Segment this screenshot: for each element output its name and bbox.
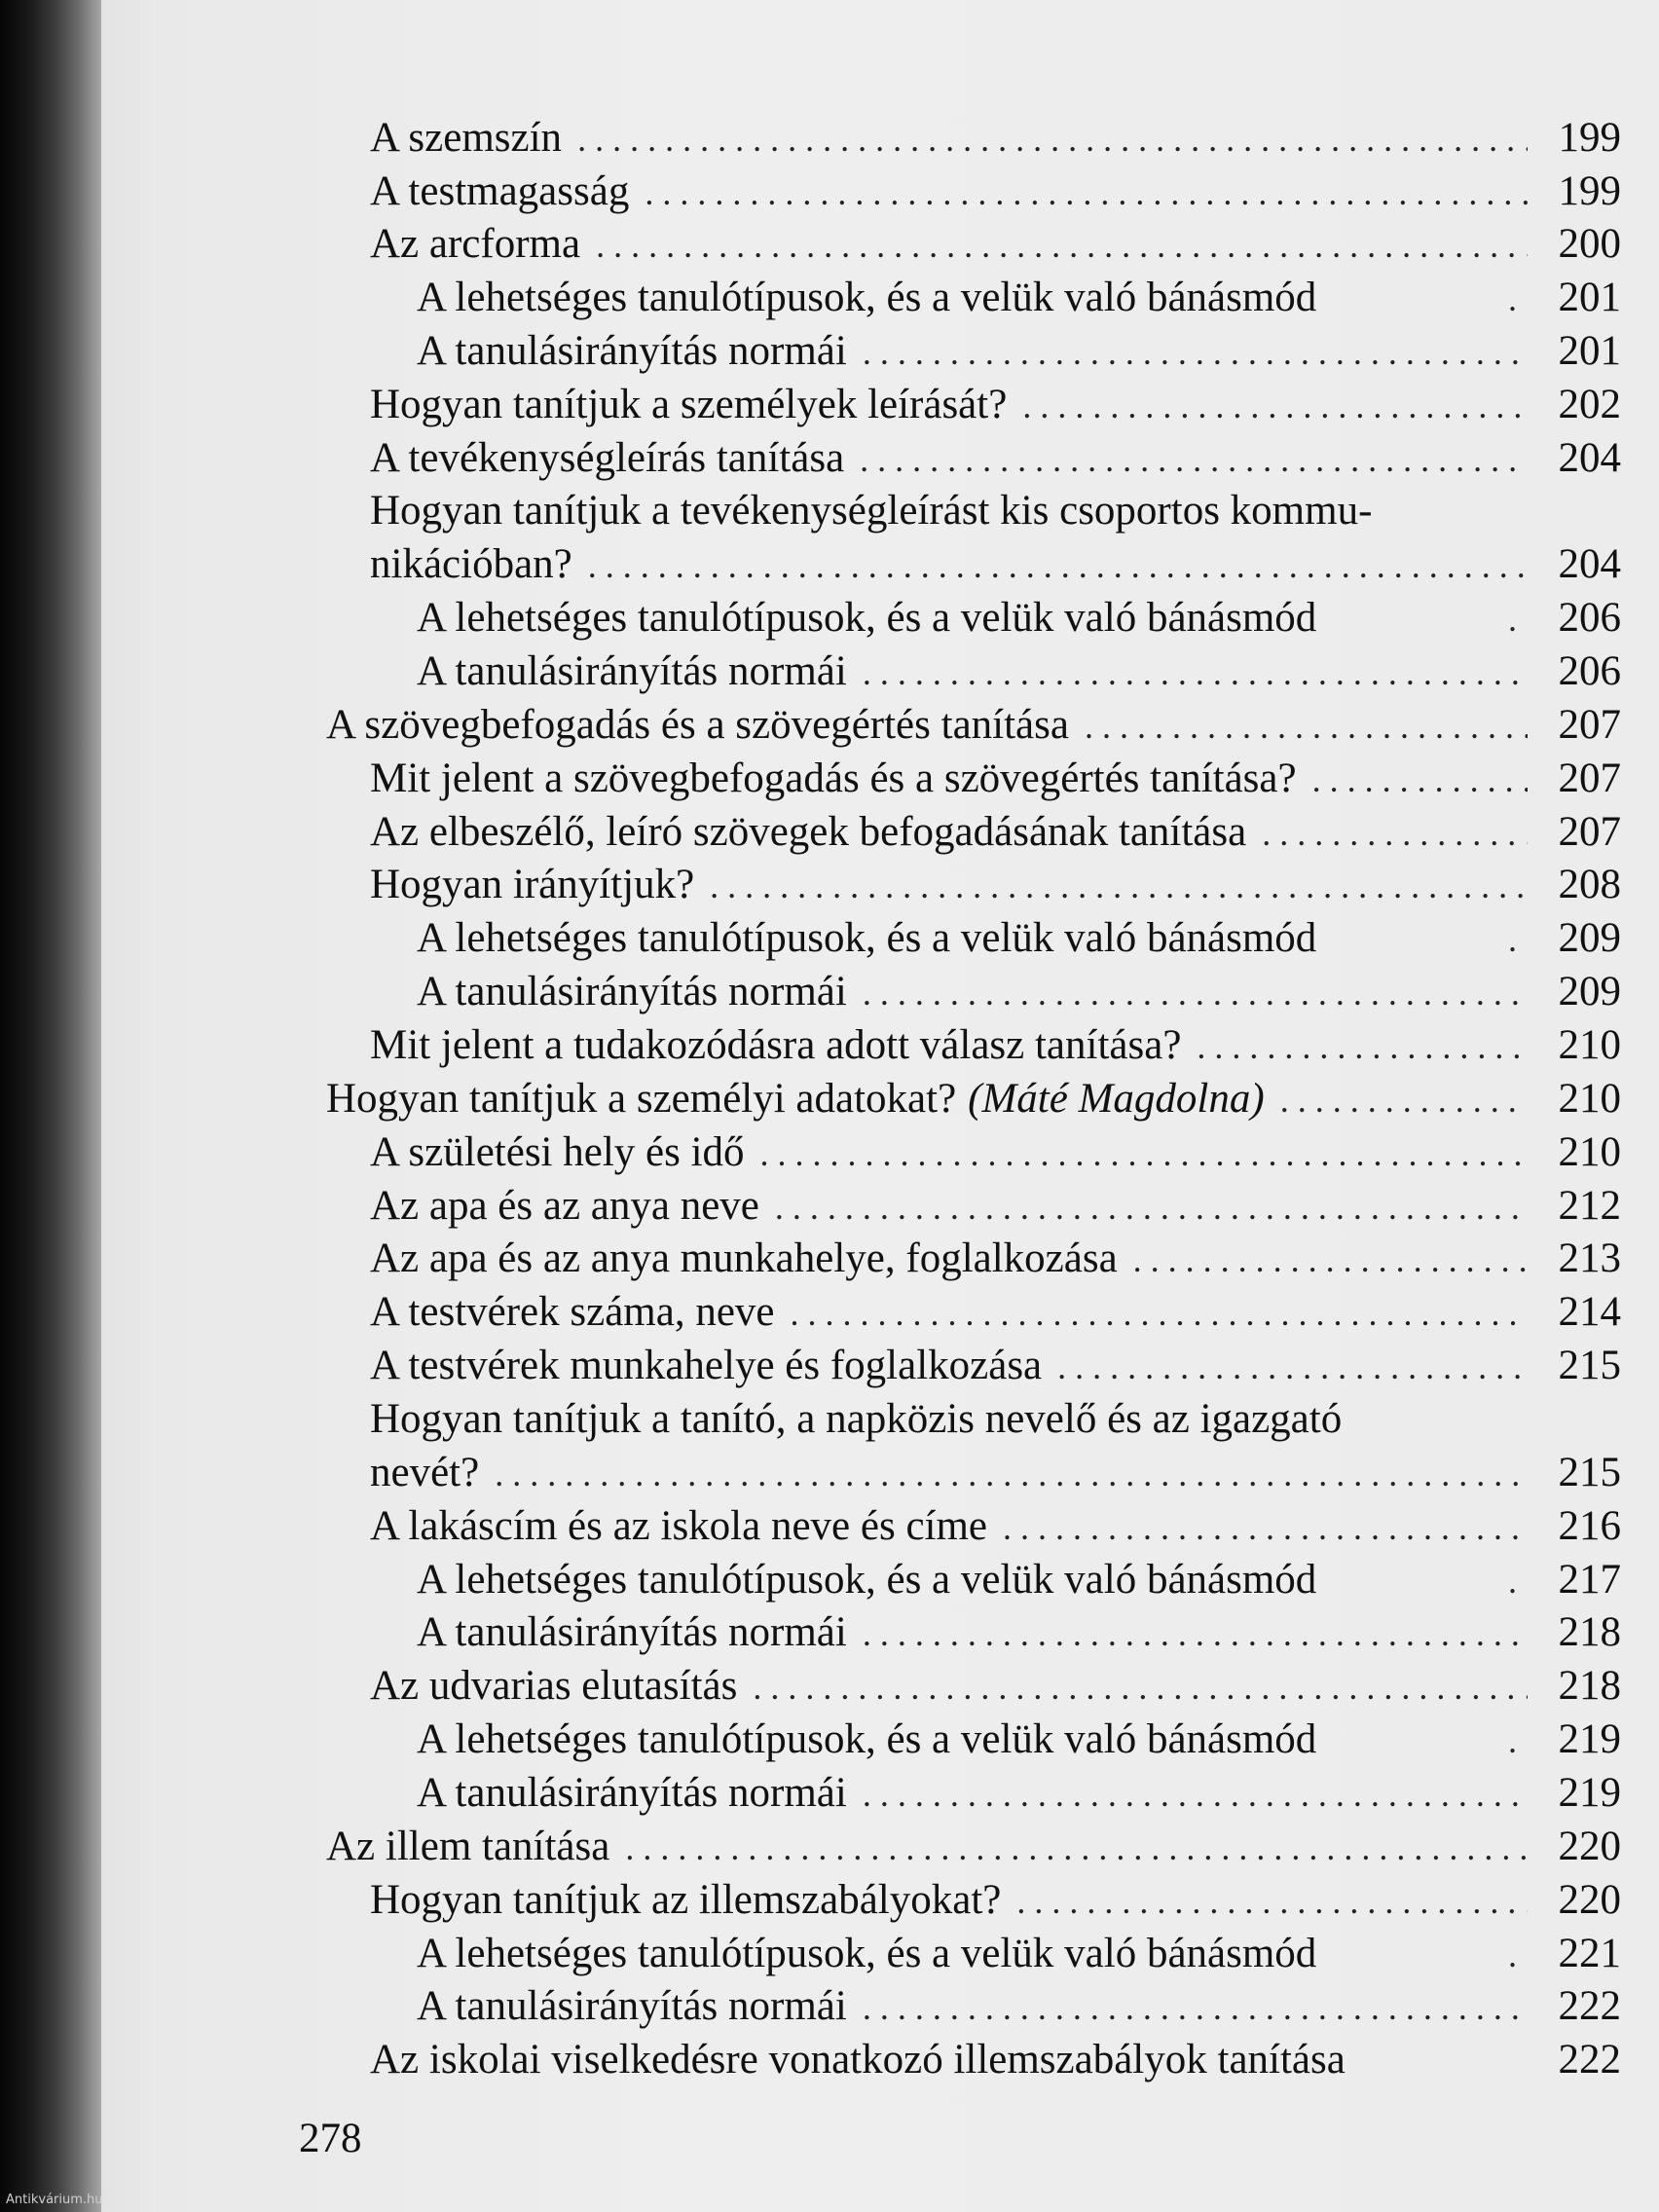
toc-entry-page: 222 [1558, 1983, 1621, 2029]
dot-leader [775, 1181, 1528, 1234]
toc-entry [417, 1980, 1621, 2033]
toc-entry [417, 966, 1621, 1018]
toc-entry [370, 859, 1621, 911]
toc-entry-page: 208 [1558, 862, 1621, 907]
toc-entry-page: 213 [1558, 1235, 1621, 1281]
toc-entry-title: Az illem tanítása [326, 1824, 610, 1869]
toc-entry-title: Az arcforma [370, 221, 581, 267]
toc-entry-title: Az apa és az anya munkahelye, foglalkozása [370, 1235, 1118, 1281]
toc-entry-title: Hogyan tanítjuk a személyi adatokat? [326, 1076, 957, 1122]
toc-entry-title: A szövegbefogadás és a szövegértés tanítása [326, 702, 1069, 748]
toc-entry-page: 209 [1558, 915, 1621, 961]
toc-entry [370, 1447, 1621, 1499]
dot-leader [1508, 1929, 1528, 1981]
toc-entry [370, 166, 1621, 218]
toc-entry-title: A lehetséges tanulótípusok, és a velük való bánásmód [417, 275, 1317, 320]
toc-entry-page: 222 [1558, 2037, 1621, 2083]
toc-entry [370, 1286, 1621, 1339]
toc-entry-page: 201 [1558, 275, 1621, 320]
toc-entry-title: nikációban? [370, 541, 572, 587]
toc-entry-page: 218 [1558, 1663, 1621, 1709]
toc-entry [417, 1928, 1621, 1980]
toc-entry [326, 699, 1621, 752]
toc-entry-page: 218 [1558, 1609, 1621, 1655]
toc-entry [370, 1340, 1621, 1392]
toc-entry [370, 1660, 1621, 1713]
toc-entry-author: (Máté Magdolna) [968, 1076, 1265, 1122]
dot-leader [1022, 380, 1528, 432]
toc-entry [326, 1073, 1621, 1125]
dot-leader [1508, 593, 1528, 645]
toc-entry-title: A testvérek száma, neve [370, 1289, 775, 1335]
toc-entry-page: 206 [1558, 595, 1621, 641]
toc-entry-title: A testmagasság [370, 168, 630, 214]
toc-entry-title: A testvérek munkahelye és foglalkozása [370, 1343, 1043, 1388]
toc-entry [370, 1019, 1621, 1072]
toc-entry [370, 753, 1621, 805]
dot-leader [1085, 700, 1528, 753]
toc-entry [370, 218, 1621, 271]
dot-leader [760, 1127, 1528, 1180]
dot-leader [577, 113, 1528, 166]
toc-entry-title: Hogyan tanítjuk a tanító, a napközis nevelő és az igazgató [370, 1396, 1343, 1442]
toc-entry [370, 1233, 1621, 1285]
toc-entry [370, 806, 1621, 859]
toc-entry-page: 220 [1558, 1877, 1621, 1923]
dot-leader [1003, 1501, 1528, 1554]
dot-leader [588, 539, 1528, 592]
toc-entry-title: Hogyan tanítjuk a személyek leírását? [370, 382, 1008, 427]
dot-leader [710, 860, 1528, 912]
toc-entry [417, 592, 1621, 645]
dot-leader [863, 1768, 1528, 1821]
dot-leader [1508, 273, 1528, 325]
toc-entry-page: 210 [1558, 1076, 1621, 1122]
toc-entry [417, 1714, 1621, 1766]
page-number: 278 [299, 2116, 362, 2161]
toc-entry-title: A tanulásirányítás normái [417, 1609, 847, 1655]
toc-entry-title: A lehetséges tanulótípusok, és a velük való bánásmód [417, 595, 1317, 641]
toc-entry-page: 207 [1558, 702, 1621, 748]
toc-entry [370, 1126, 1621, 1179]
toc-entry-title: A lakáscím és az iskola neve és címe [370, 1503, 988, 1549]
toc-entry-title: A lehetséges tanulótípusok, és a velük való bánásmód [417, 1716, 1317, 1762]
toc-entry-title: Az apa és az anya neve [370, 1183, 759, 1229]
toc-entry-title: Hogyan tanítjuk a tevékenységleírást kis csoportos kommu- [370, 488, 1373, 534]
toc-entry [417, 1767, 1621, 1820]
toc-entry [326, 1821, 1621, 1873]
toc-entry-title: A születési hely és idő [370, 1129, 745, 1175]
toc-entry-title: A tanulásirányítás normái [417, 1770, 847, 1816]
toc-entry [370, 1393, 1621, 1446]
toc-entry-page: 204 [1558, 435, 1621, 481]
toc-entry-page: 207 [1558, 756, 1621, 801]
toc-entry [417, 1554, 1621, 1606]
toc-entry-page: 219 [1558, 1770, 1621, 1816]
book-spine-shadow [0, 0, 101, 2212]
dot-leader [753, 1661, 1528, 1714]
toc-entry-title: A tanulásirányítás normái [417, 1983, 847, 2029]
toc-entry [370, 1180, 1621, 1233]
dot-leader [1508, 913, 1528, 966]
dot-leader [863, 326, 1528, 379]
dot-leader [863, 1981, 1528, 2034]
toc-entry [370, 432, 1621, 485]
toc-entry-page: 215 [1558, 1343, 1621, 1388]
toc-entry [417, 1606, 1621, 1659]
toc-entry-title: Mit jelent a tudakozódásra adott válasz tanítása? [370, 1022, 1182, 1068]
dot-leader [1508, 1555, 1528, 1607]
toc-entry-page: 201 [1558, 328, 1621, 374]
toc-entry [370, 1874, 1621, 1927]
dot-leader [645, 166, 1528, 219]
dot-leader [863, 967, 1528, 1019]
dot-leader [495, 1448, 1528, 1500]
toc-entry-title: A lehetséges tanulótípusok, és a velük való bánásmód [417, 915, 1317, 961]
toc-entry [370, 538, 1621, 591]
toc-entry [370, 379, 1621, 431]
toc-entry [370, 485, 1621, 537]
toc-entry [370, 2034, 1621, 2086]
toc-entry-page: 207 [1558, 809, 1621, 855]
toc-entry [417, 912, 1621, 965]
toc-entry-page: 209 [1558, 969, 1621, 1014]
toc-entry-page: 202 [1558, 382, 1621, 427]
dot-leader [1280, 1074, 1528, 1126]
toc-entry-page: 220 [1558, 1824, 1621, 1869]
dot-leader [596, 219, 1528, 272]
toc-entry-page: 210 [1558, 1129, 1621, 1175]
toc-entry-page: 219 [1558, 1716, 1621, 1762]
toc-entry-page: 204 [1558, 541, 1621, 587]
dot-leader [1262, 807, 1528, 860]
toc-entry-page: 210 [1558, 1022, 1621, 1068]
toc-entry-title: A tanulásirányítás normái [417, 328, 847, 374]
dot-leader [1016, 1875, 1528, 1928]
toc-entry-title: Az iskolai viselkedésre vonatkozó illemszabályok tanítása [370, 2037, 1346, 2083]
toc-entry-title: A lehetséges tanulótípusok, és a velük való bánásmód [417, 1557, 1317, 1603]
toc-entry-page: 200 [1558, 221, 1621, 267]
dot-leader [791, 1287, 1529, 1340]
toc-entry-title: A tanulásirányítás normái [417, 648, 847, 694]
dot-leader [625, 1822, 1528, 1874]
toc-entry-page: 206 [1558, 648, 1621, 694]
toc-entry-title: Az elbeszélő, leíró szövegek befogadásának tanítása [370, 809, 1247, 855]
toc-entry-page: 214 [1558, 1289, 1621, 1335]
dot-leader [1057, 1341, 1528, 1393]
toc-entry-title: Az udvarias elutasítás [370, 1663, 738, 1709]
dot-leader [1197, 1020, 1528, 1073]
toc-entry-page: 216 [1558, 1503, 1621, 1549]
toc-entry-title: A tanulásirányítás normái [417, 969, 847, 1014]
toc-entry-page: 212 [1558, 1183, 1621, 1229]
dot-leader [863, 1607, 1528, 1660]
toc-entry-page: 215 [1558, 1450, 1621, 1495]
toc-entry-title: Mit jelent a szövegbefogadás és a szövegértés tanítása? [370, 756, 1297, 801]
toc-entry [370, 112, 1621, 165]
toc-entry-page: 199 [1558, 168, 1621, 214]
dot-leader [860, 433, 1528, 486]
toc-entry [370, 1500, 1621, 1553]
toc-entry-title: Hogyan irányítjuk? [370, 862, 695, 907]
toc-entry [417, 272, 1621, 324]
toc-entry [417, 325, 1621, 378]
toc-entry-title: A lehetséges tanulótípusok, és a velük való bánásmód [417, 1931, 1317, 1976]
toc-entry-title: nevét? [370, 1450, 480, 1495]
toc-entry-title: A tevékenységleírás tanítása [370, 435, 845, 481]
dot-leader [1312, 754, 1528, 806]
toc-entry [417, 645, 1621, 698]
dot-leader [863, 646, 1528, 699]
toc-entry-title: Hogyan tanítjuk az illemszabályokat? [370, 1877, 1002, 1923]
dot-leader [1508, 1714, 1528, 1767]
toc-entry-page: 199 [1558, 115, 1621, 161]
toc-entry-page: 221 [1558, 1931, 1621, 1976]
dot-leader [1133, 1234, 1528, 1286]
toc-entry-page: 217 [1558, 1557, 1621, 1603]
watermark: Antikvárium.hu [6, 2193, 103, 2207]
toc-entry-title: A szemszín [370, 115, 563, 161]
